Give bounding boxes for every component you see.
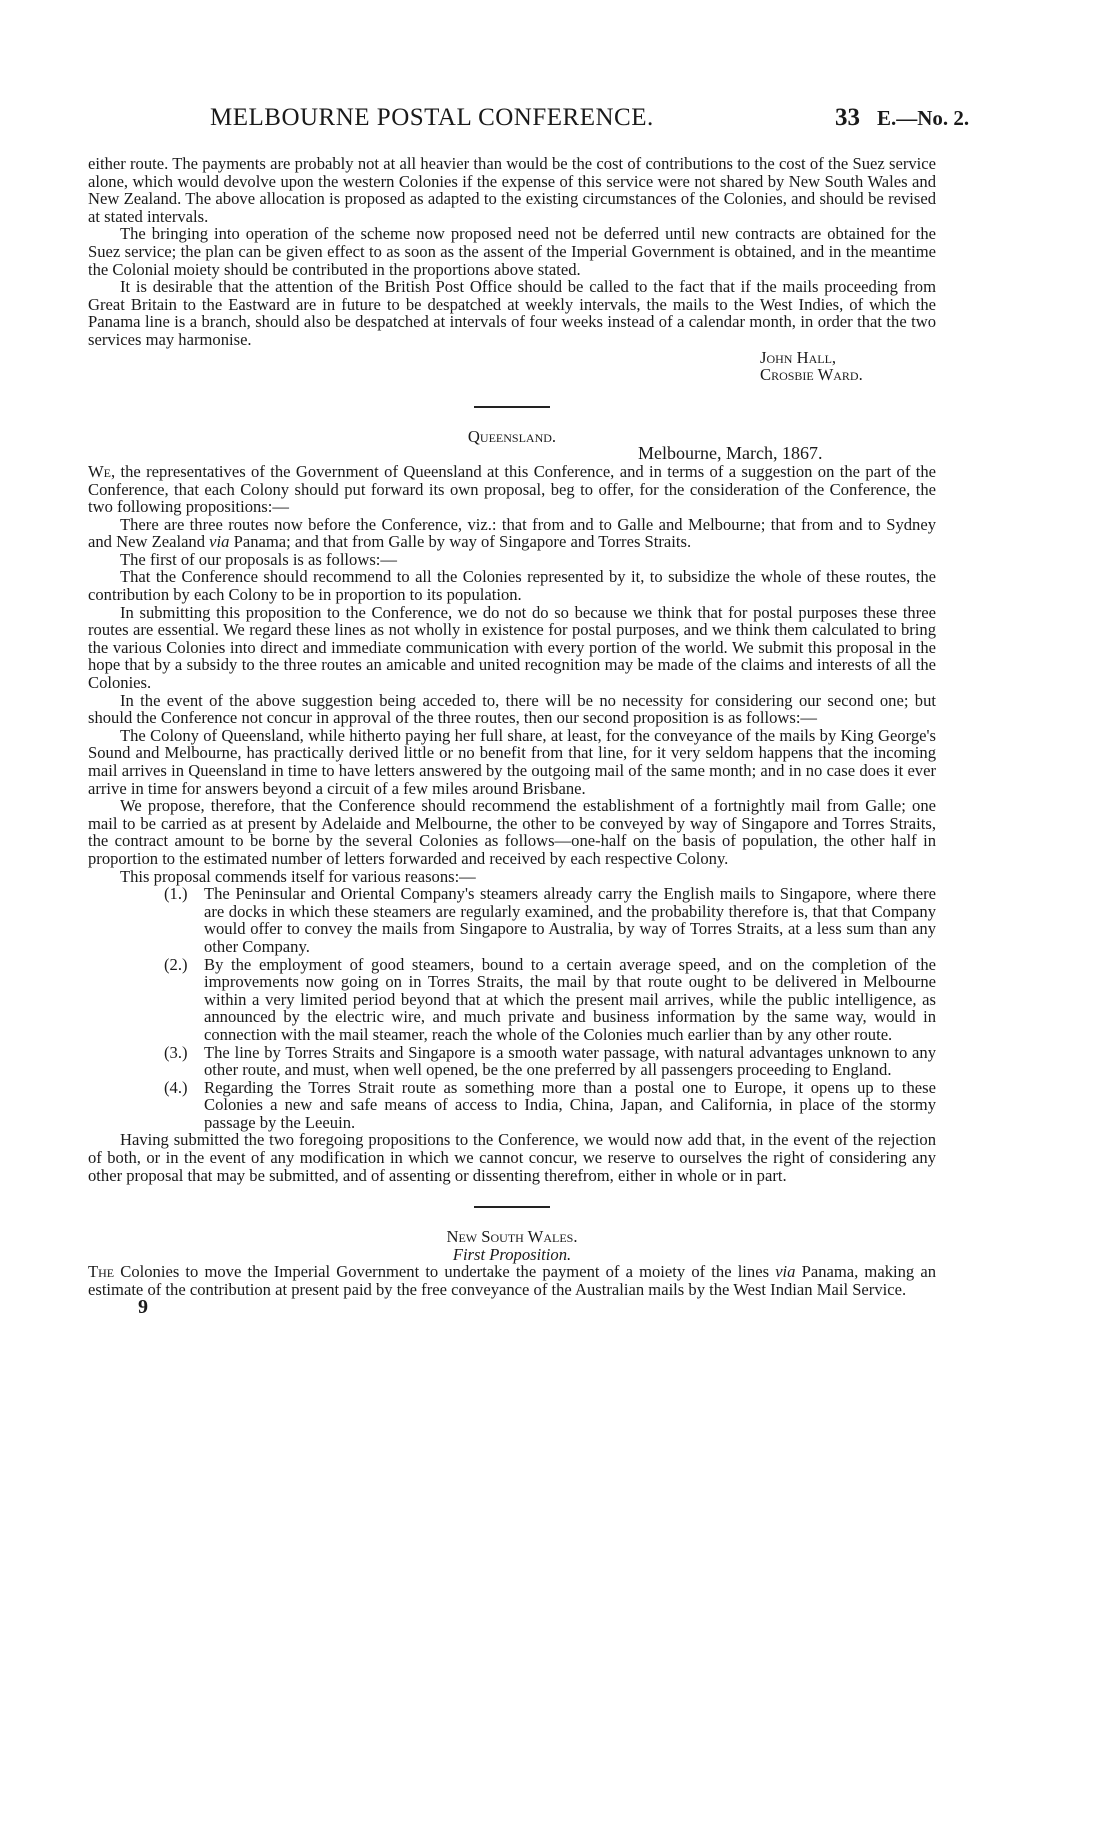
queensland-event: In the event of the above suggestion being acceded to, there will be no necessity for considering our second one; but should the Conference not concur in approval of the three routes, then our second proposition is as follows:— (88, 690, 936, 728)
signature-crosbie-ward: Crosbie Ward. (760, 365, 863, 385)
list-item (88, 956, 936, 1044)
nsw-subtitle: First Proposition. (452, 1244, 572, 1264)
list-item (88, 1044, 936, 1079)
section-divider (474, 406, 550, 408)
intro-lead: We (88, 461, 111, 481)
nsw-via: via (775, 1262, 796, 1282)
signature-john-hall: John Hall, (760, 347, 837, 367)
running-header (0, 104, 990, 134)
routes-via: via (209, 532, 230, 552)
page-number: 33 (835, 104, 860, 131)
queensland-commends: This proposal commends itself for various reasons:— (120, 866, 476, 886)
reasons-list (88, 885, 936, 1131)
queensland-first-body: That the Conference should recommend to all the Colonies represented by it, to subsidize the whole of these routes, the contribution by each Colony to be in proportion to its population. (88, 567, 936, 605)
list-item-text: The Peninsular and Oriental Company's steamers already carry the English mails to Singapore, where there are docks in which these steamers are regularly examined, and the probability therefore is, that that Company would offer to convey the mails from Singapore to Australia, by way of Torres Straits, at a less sum than any other Company. (204, 884, 936, 956)
page-title: MELBOURNE POSTAL CONFERENCE. (210, 104, 654, 131)
victoria-paragraph-1: either route. The payments are probably not at all heavier than would be the cost of contributions to the cost of the Suez service alone, which would devolve upon the western Colonies if the expense of this service were not shared by New South Wales and New Zealand. The above allocation is proposed as adapted to the existing circumstances of the Colonies, and should be revised at stated intervals. (88, 154, 936, 226)
document-body (88, 155, 936, 1316)
nsw-lead: The (88, 1262, 115, 1282)
list-item-number: (1.) (164, 884, 188, 904)
list-item-number: (4.) (164, 1077, 188, 1097)
document-reference: E.—No. 2. (877, 106, 970, 130)
nsw-text-a: Colonies to move the Imperial Government to undertake the payment of a moiety of the lines (114, 1262, 776, 1282)
nsw-text-b: Panama, making an estimate of the contribution at present paid by the free conveyance of the Australian mails by the West Indian Mail Service. (88, 1262, 937, 1300)
nsw-first-proposition (88, 1263, 936, 1298)
list-item-number: (2.) (164, 954, 188, 974)
queensland-heading: Queensland. (467, 426, 557, 446)
list-item-number: (3.) (164, 1042, 188, 1062)
routes-text-a: There are three routes now before the Conference, viz.: that from and to Galle and Melbourne; that from and to Sydney and New Zealand (88, 514, 936, 552)
queensland-submitting: In submitting this proposition to the Conference, we do not do so because we think that for postal purposes these three routes are essential. We regard these lines as not wholly in existence for postal purposes, and we think them calculated to bring the various Colonies into direct and immediate communication with every portion of the world. We submit this proposal in the hope that by a subsidy to the three routes an amicable and united recognition may be made of the claims and interests of all the Colonies. (88, 602, 936, 693)
list-item-text: Regarding the Torres Strait route as something more than a postal one to Europe, it opens up to these Colonies a new and safe means of access to India, China, Japan, and California, in place of the stormy passage by the Leeuin. (204, 1077, 936, 1132)
queensland-propose: We propose, therefore, that the Conference should recommend the establishment of a fortnightly mail from Galle; one mail to be carried as at present by Adelaide and Melbourne, the other to be conveyed by way of Singapore and Torres Straits, the contract amount to be borne by the several Colonies as follows—one-half on the basis of population, the other half in proportion to the estimated number of letters forwarded and received by each respective Colony. (88, 796, 936, 868)
queensland-routes (88, 516, 936, 551)
queensland-colony: The Colony of Queensland, while hitherto paying her full share, at least, for the conveyance of the mails by King George's Sound and Melbourne, has practically derived little or no benefit from that line, for it very seldom happens that the incoming mail arrives in Queensland in time to have letters answered by the outgoing mail of the same month; and in no case does it ever arrive in time for answers beyond a circuit of a few miles around Brisbane. (88, 725, 936, 798)
queensland-date: Melbourne, March, 1867. (638, 443, 823, 464)
intro-text: , the representatives of the Government of Queensland at this Conference, and in terms of a suggestion on the part of the Conference, that each Colony should put forward its own proposal, beg to offer, for the consideration of the Conference, the two following propositions:— (88, 461, 936, 517)
queensland-closing: Having submitted the two foregoing propositions to the Conference, we would now add that, in the event of the rejection of both, or in the event of any modification in which we cannot concur, we reserve to ourselves the right of considering any other proposal that may be submitted, and of assenting or dissenting therefrom, either in whole or in part. (88, 1130, 936, 1185)
signature-mark: 9 (138, 1295, 148, 1318)
queensland-intro (88, 463, 936, 516)
section-divider (474, 1206, 550, 1208)
list-item (88, 885, 936, 955)
list-item (88, 1079, 936, 1132)
queensland-first-proposal: The first of our proposals is as follows:— (120, 549, 397, 569)
victoria-paragraph-3: It is desirable that the attention of the British Post Office should be called to the fact that if the mails proceeding from Great Britain to the Eastward are in future to be despatched at weekly intervals, the mails to the West Indies, of which the Panama line is a branch, should also be despatched at intervals of four weeks instead of a calendar month, in order that the two services may harmonise. (88, 277, 936, 349)
list-item-text: By the employment of good steamers, bound to a certain average speed, and on the completion of the improvements now going on in Torres Straits, the mail by that route ought to be delivered in Melbourne within a very limited period beyond that at which the present mail arrives, while the public intelligence, as announced by the electric wire, and much private and business information by the same way, would in connection with the mail steamer, reach the whole of the Colonies much earlier than by any other route. (204, 954, 936, 1044)
routes-text-b: Panama; and that from Galle by way of Singapore and Torres Straits. (229, 532, 692, 552)
list-item-text: The line by Torres Straits and Singapore is a smooth water passage, with natural advantages unknown to any other route, and must, when well opened, be the one preferred by all passengers proceeding to England. (204, 1042, 936, 1080)
nsw-heading: New South Wales. (446, 1227, 578, 1247)
victoria-paragraph-2: The bringing into operation of the scheme now proposed need not be deferred until new contracts are obtained for the Suez service; the plan can be given effect to as soon as the assent of the Imperial Government is obtained, and in the meantime the Colonial moiety should be contributed in the proportions above stated. (88, 224, 936, 279)
